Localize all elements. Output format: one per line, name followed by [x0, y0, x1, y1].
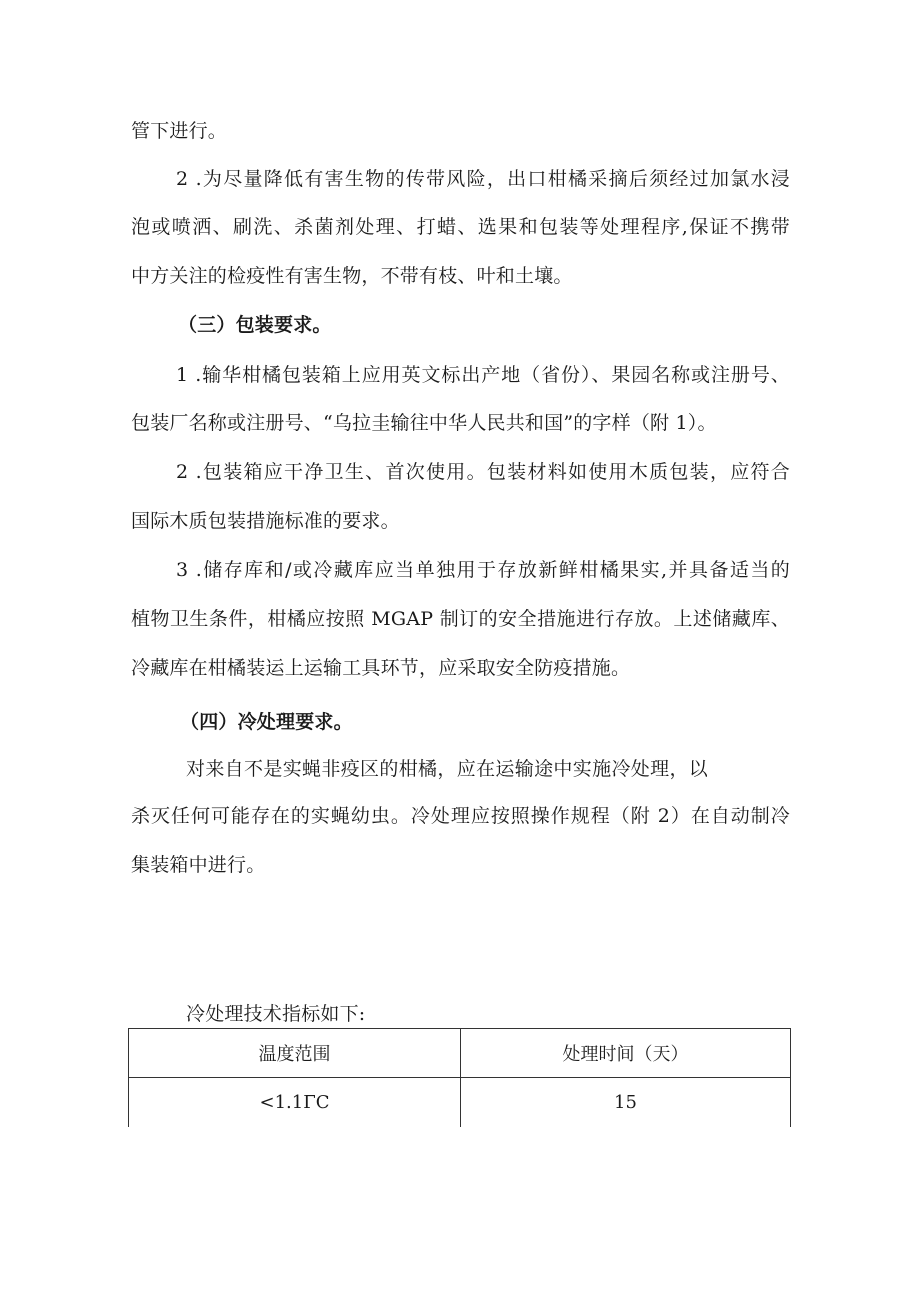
section-heading-cold-treatment: （四）冷处理要求。 — [180, 711, 353, 733]
table-caption: 冷处理技术指标如下: — [186, 1003, 366, 1025]
paragraph-line: 2 .为尽量降低有害生物的传带风险，出口柑橘采摘后须经过加氯水浸 — [176, 168, 790, 190]
table-cell-temperature: <1.1ΓC — [129, 1078, 461, 1128]
paragraph-line: 包装厂名称或注册号、“乌拉圭输往中华人民共和国”的字样（附 1）。 — [131, 412, 717, 434]
paragraph-line: 泡或喷洒、刷洗、杀菌剂处理、打蜡、选果和包装等处理程序,保证不携带 — [131, 216, 790, 238]
paragraph-line: 1 .输华柑橘包装箱上应用英文标出产地（省份）、果园名称或注册号、 — [176, 364, 790, 386]
paragraph-line: 3 .储存库和/或冷藏库应当单独用于存放新鲜柑橘果实,并具备适当的 — [176, 559, 790, 581]
paragraph-line: 国际木质包装措施标准的要求。 — [131, 510, 400, 532]
paragraph-line: 管下进行。 — [131, 120, 228, 142]
cold-treatment-table — [128, 1028, 791, 1127]
paragraph-line: 2 .包装箱应干净卫生、首次使用。包装材料如使用木质包装，应符合 — [176, 461, 790, 483]
paragraph-line: 杀灭任何可能存在的实蝇幼虫。冷处理应按照操作规程（附 2）在自动制冷 — [131, 805, 790, 827]
table-header-duration: 处理时间（天） — [461, 1029, 791, 1078]
paragraph-line: 冷藏库在柑橘装运上运输工具环节，应采取安全防疫措施。 — [131, 657, 631, 679]
table-row — [129, 1078, 791, 1128]
paragraph-line: 集装箱中进行。 — [131, 854, 266, 876]
paragraph-line: 对来自不是实蝇非疫区的柑橘，应在运输途中实施冷处理，以 — [186, 758, 708, 780]
table-header-row — [129, 1029, 791, 1078]
paragraph-line: 植物卫生条件，柑橘应按照 MGAP 制订的安全措施进行存放。上述储藏库、 — [131, 608, 790, 630]
paragraph-line: 中方关注的检疫性有害生物，不带有枝、叶和土壤。 — [131, 265, 573, 287]
section-heading-packaging: （三）包装要求。 — [178, 314, 332, 336]
table-cell-duration: 15 — [461, 1078, 791, 1128]
table-header-temperature: 温度范围 — [129, 1029, 461, 1078]
